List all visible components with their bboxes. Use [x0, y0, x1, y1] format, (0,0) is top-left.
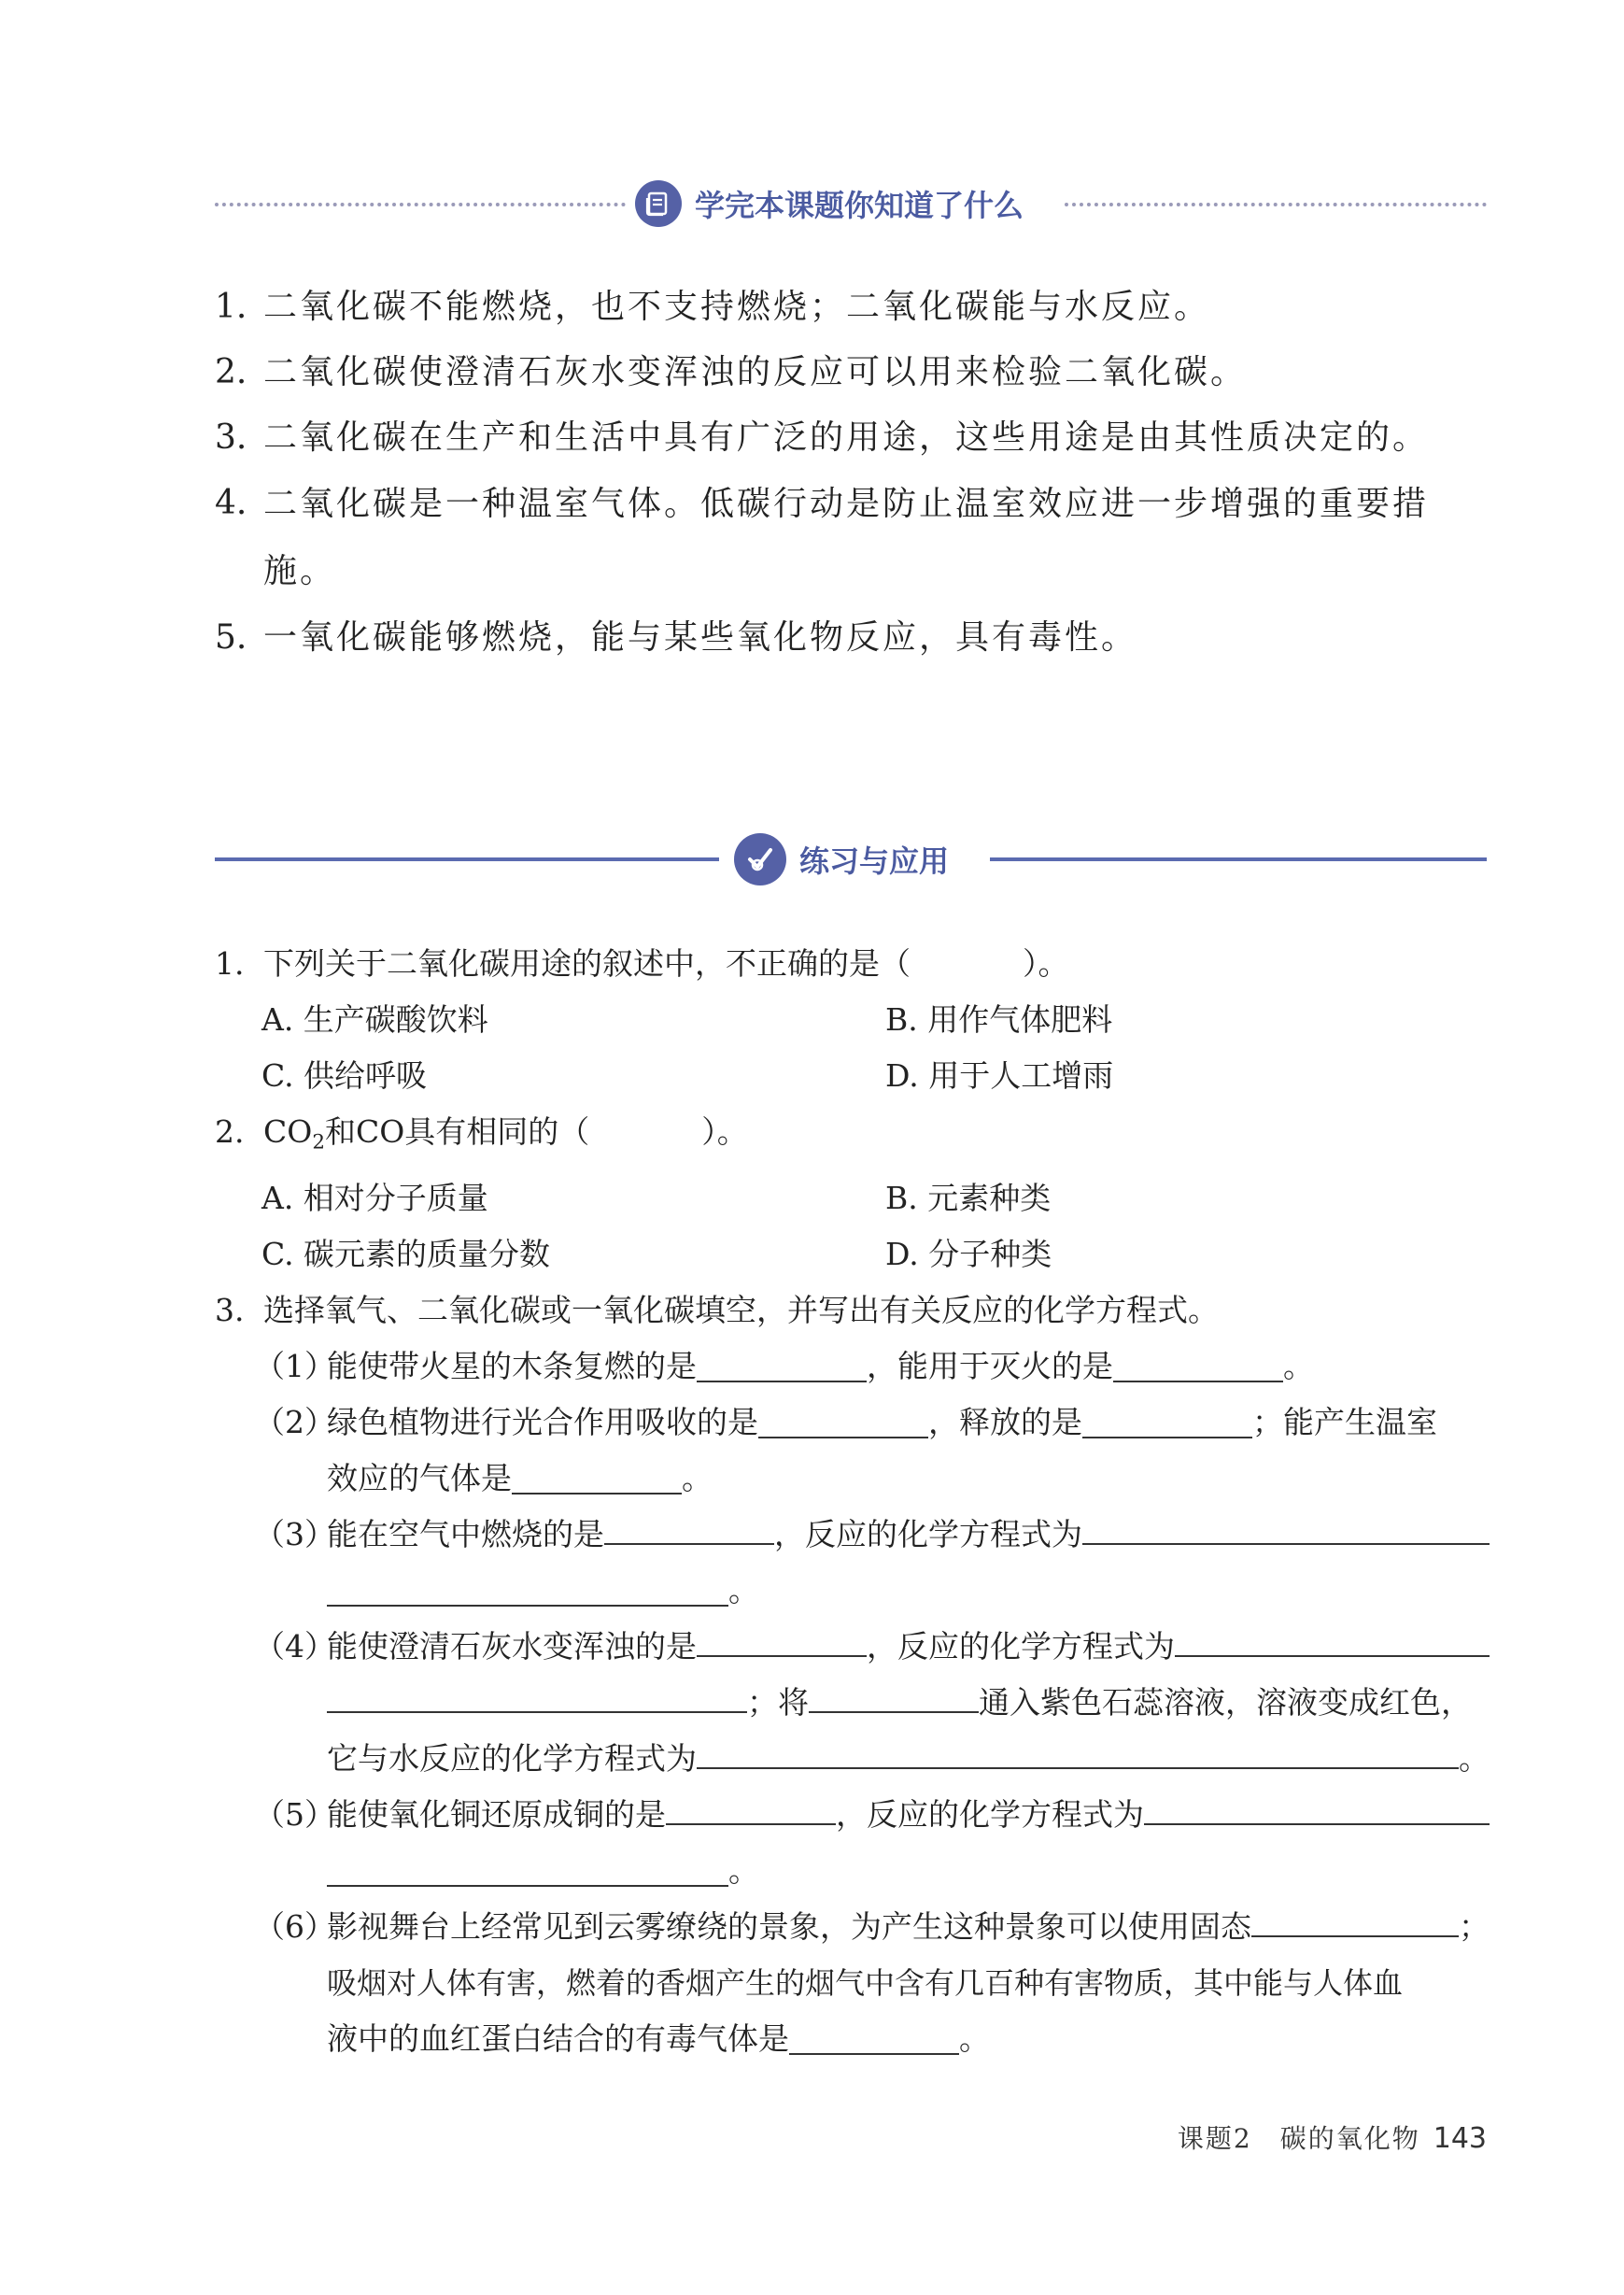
- dotted-divider-left: [215, 203, 626, 206]
- exercise-section-header: [215, 833, 1487, 885]
- option-c[interactable]: C. 碳元素的质量分数: [261, 1236, 551, 1273]
- equation-blank[interactable]: [1082, 1511, 1490, 1545]
- fill-blank[interactable]: [604, 1511, 774, 1545]
- sub-text: ；: [1459, 1908, 1490, 1946]
- subquestion-1: [215, 1339, 1490, 1395]
- equation-blank[interactable]: [697, 1735, 1459, 1769]
- fill-blank[interactable]: [697, 1349, 867, 1382]
- summary-item-number: 3.: [215, 418, 247, 457]
- fill-blank[interactable]: [666, 1792, 836, 1825]
- book-page-icon: [635, 180, 682, 227]
- sub-text: 效应的气体是: [327, 1460, 512, 1497]
- sub-text: 能使澄清石灰水变浑浊的是: [327, 1628, 697, 1665]
- page-footer: [1178, 2118, 1487, 2156]
- fill-blank[interactable]: [1251, 1904, 1459, 1937]
- fill-blank[interactable]: [809, 1679, 979, 1713]
- option-a[interactable]: A. 生产碳酸饮料: [261, 1001, 488, 1038]
- option-c[interactable]: C. 供给呼吸: [261, 1057, 428, 1094]
- sub-text: 能使带火星的木条复燃的是: [327, 1348, 697, 1385]
- summary-item-text: 二氧化碳使澄清石灰水变浑浊的反应可以用来检验二氧化碳。: [263, 353, 1248, 391]
- subquestion-3: [215, 1507, 1490, 1619]
- option-b[interactable]: B. 元素种类: [885, 1180, 1052, 1217]
- sub-text: 影视舞台上经常见到云雾缭绕的景象，为产生这种景象可以使用固态: [327, 1908, 1251, 1946]
- option-d[interactable]: D. 用于人工增雨: [885, 1057, 1114, 1094]
- summary-item-text: 二氧化碳不能燃烧，也不支持燃烧；二氧化碳能与水反应。: [263, 288, 1211, 326]
- question-1-options: [215, 992, 1490, 1104]
- sub-text: 能使氧化铜还原成铜的是: [327, 1796, 666, 1834]
- fill-blank[interactable]: [512, 1461, 682, 1495]
- question-number: 1.: [215, 945, 245, 982]
- fill-blank[interactable]: [1113, 1349, 1283, 1382]
- sub-text: 液中的血红蛋白结合的有毒气体是: [327, 2020, 789, 2058]
- summary-header-title: 学完本课题你知道了什么: [695, 188, 1024, 223]
- sub-text: ；将: [747, 1684, 809, 1721]
- divider-right: [990, 857, 1487, 861]
- question-3: [215, 1282, 1490, 1339]
- equation-blank[interactable]: [1175, 1623, 1490, 1657]
- summary-item: [215, 471, 1490, 605]
- subquestion-6: [215, 1899, 1490, 2067]
- summary-item: [215, 605, 1490, 671]
- equation-blank[interactable]: [327, 1679, 747, 1713]
- option-d[interactable]: D. 分子种类: [885, 1236, 1052, 1273]
- question-2: [215, 1104, 1490, 1170]
- question-stem-end: ）。: [1023, 945, 1069, 982]
- question-stem: 下列关于二氧化碳用途的叙述中，不正确的是（: [263, 945, 911, 982]
- exercise-header-title: 练习与应用: [799, 843, 950, 879]
- sub-text: 它与水反应的化学方程式为: [327, 1740, 697, 1778]
- sub-text: 通入紫色石蕊溶液，溶液变成红色，: [979, 1684, 1472, 1721]
- summary-item: [215, 405, 1490, 471]
- subquestion-number: （1）: [254, 1348, 335, 1385]
- chapter-label: 课题2 碳的氧化物: [1177, 2123, 1420, 2154]
- question-stem-end: ）。: [701, 1113, 748, 1150]
- sub-text: ，反应的化学方程式为: [774, 1516, 1082, 1553]
- sub-text: ，释放的是: [928, 1404, 1082, 1441]
- sub-text: ，反应的化学方程式为: [867, 1628, 1175, 1665]
- summary-item-number: 2.: [215, 353, 247, 391]
- subquestion-number: （5）: [254, 1796, 335, 1834]
- exercise-list: [215, 936, 1490, 2067]
- subquestion-number: （4）: [254, 1628, 335, 1665]
- question-number: 2.: [215, 1113, 245, 1150]
- fill-blank[interactable]: [758, 1405, 928, 1438]
- summary-item-number: 5.: [215, 618, 247, 657]
- question-stem: 和CO具有相同的（: [324, 1113, 590, 1150]
- sub-text: 绿色植物进行光合作用吸收的是: [327, 1404, 758, 1441]
- exercise-header-label: [734, 833, 949, 885]
- equation-blank[interactable]: [327, 1573, 728, 1607]
- equation-blank[interactable]: [1144, 1792, 1490, 1825]
- summary-section-header: [215, 177, 1487, 230]
- summary-list: [215, 275, 1490, 671]
- question-2-options: [215, 1170, 1490, 1282]
- fill-blank[interactable]: [789, 2021, 959, 2055]
- sub-text: 吸烟对人体有害，燃着的香烟产生的烟气中含有几百种有害物质，其中能与人体血: [327, 1965, 1404, 2002]
- sub-text: 。: [682, 1460, 713, 1497]
- summary-item-text: 二氧化碳是一种温室气体。低碳行动是防止温室效应进一步增强的重要措施。: [263, 485, 1430, 590]
- equation-blank[interactable]: [327, 1853, 728, 1887]
- subquestion-number: （2）: [254, 1404, 335, 1441]
- dotted-divider-right: [1065, 203, 1487, 206]
- subquestion-5: [215, 1787, 1490, 1899]
- sub-text: ，能用于灭火的是: [867, 1348, 1113, 1385]
- sub-text: 。: [1459, 1740, 1490, 1778]
- subquestion-number: （3）: [254, 1516, 335, 1553]
- subquestion-4: [215, 1619, 1490, 1787]
- option-b[interactable]: B. 用作气体肥料: [885, 1001, 1113, 1038]
- option-a[interactable]: A. 相对分子质量: [261, 1180, 488, 1217]
- summary-item-text: 二氧化碳在生产和生活中具有广泛的用途，这些用途是由其性质决定的。: [263, 418, 1430, 457]
- summary-item-text: 一氧化碳能够燃烧，能与某些氧化物反应，具有毒性。: [263, 618, 1138, 657]
- sub-text: 能在空气中燃烧的是: [327, 1516, 604, 1553]
- sub-text: 。: [959, 2020, 990, 2058]
- sub-text: 。: [728, 1852, 759, 1890]
- question-stem: 选择氧气、二氧化碳或一氧化碳填空，并写出有关反应的化学方程式。: [263, 1292, 1219, 1329]
- summary-header-label: [635, 177, 1024, 230]
- question-number: 3.: [215, 1292, 245, 1329]
- fill-blank[interactable]: [1082, 1405, 1252, 1438]
- check-pencil-icon: [734, 833, 786, 885]
- summary-item-number: 1.: [215, 288, 247, 326]
- sub-text: ；能产生温室: [1252, 1404, 1437, 1441]
- fill-blank[interactable]: [697, 1623, 867, 1657]
- question-1: [215, 936, 1490, 992]
- page-number: 143: [1433, 2122, 1487, 2155]
- subquestion-2: [215, 1395, 1490, 1507]
- subscript: 2: [312, 1130, 325, 1155]
- sub-text: ，反应的化学方程式为: [836, 1796, 1144, 1834]
- subquestion-number: （6）: [254, 1908, 335, 1946]
- summary-item: [215, 275, 1490, 340]
- summary-item-number: 4.: [215, 484, 247, 522]
- summary-item: [215, 340, 1490, 405]
- sub-text: 。: [728, 1572, 759, 1609]
- divider-left: [215, 857, 719, 861]
- sub-text: 。: [1283, 1348, 1314, 1385]
- question-stem-formula: CO: [263, 1113, 313, 1150]
